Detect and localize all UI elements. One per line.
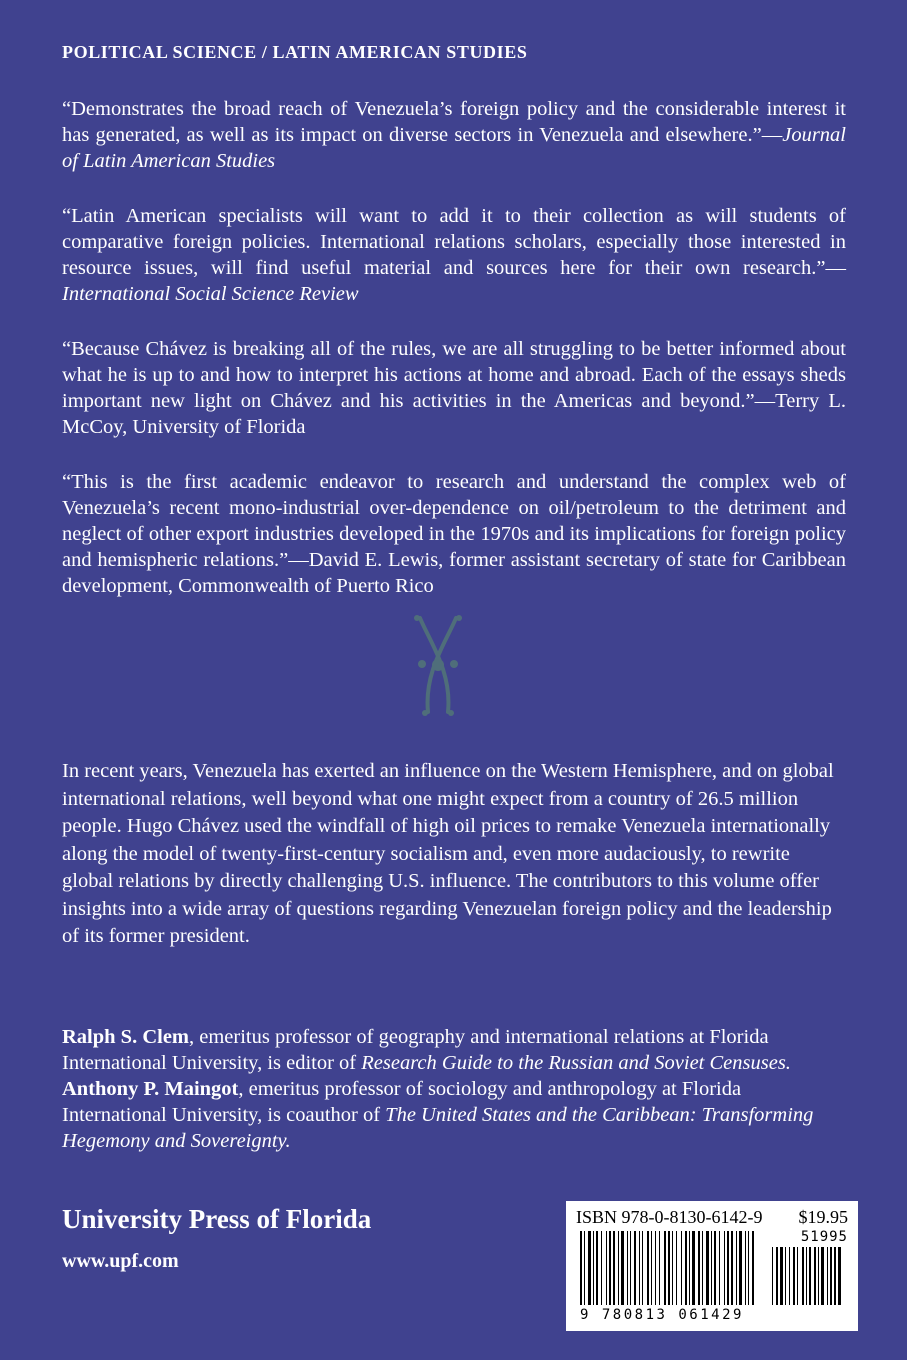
barcode-bar	[736, 1231, 737, 1305]
barcode-bar	[593, 1231, 594, 1305]
author-name: Ralph S. Clem	[62, 1026, 190, 1048]
barcode-bar	[668, 1231, 670, 1305]
barcode-bar	[676, 1231, 677, 1305]
addon-bar	[806, 1247, 807, 1305]
barcode-bar	[580, 1231, 582, 1305]
barcode-bar	[706, 1231, 709, 1305]
quote-text: “Because Chávez is breaking all of the rules, we are all struggling to be better informed about what he is up to and how to interpret his actions at home and abroad. Each of the essays sheds important new light on Chávez and his activities in the Americas and beyond.”—	[62, 338, 846, 412]
barcode-bar	[692, 1231, 695, 1305]
addon-bar	[802, 1247, 804, 1305]
author-bio-text: , emeritus professor of geography and international relations at Florida International University, is editor of	[62, 1026, 769, 1074]
barcode-bar	[745, 1231, 746, 1305]
barcode-bar	[724, 1231, 725, 1305]
barcode-bar	[618, 1231, 619, 1305]
book-description: In recent years, Venezuela has exerted an influence on the Western Hemisphere, and on global international relations, well beyond what one might expect from a country of 26.5 million people. Hugo Chávez used the windfall of high oil prices to remake Venezuela internationally along the model of twenty-first-century socialism and, even more audaciously, to rewrite global relations by directly challenging U.S. influence. The contributors to this volume offer insights into a wide array of questions regarding Venezuelan foreign policy and the leadership of its former president.	[62, 760, 834, 947]
barcode-bar	[719, 1231, 720, 1305]
barcode-bar	[698, 1231, 700, 1305]
addon-bar	[809, 1247, 811, 1305]
addon-bar	[785, 1247, 786, 1305]
review-quote	[62, 203, 846, 307]
barcode-bar	[642, 1231, 643, 1305]
author-bios	[62, 1024, 846, 1154]
barcode-bar	[630, 1231, 631, 1305]
barcode-bar	[748, 1231, 749, 1305]
barcode-bar	[609, 1231, 611, 1305]
barcode-bar	[584, 1231, 585, 1305]
quote-text: “This is the first academic endeavor to research and understand the complex web of Venezuela’s recent mono-industrial over-dependence on oil/petroleum to the detriment and neglect of other export industries developed in the 1970s and its implications for foreign policy and hemispheric relations.”—	[62, 471, 846, 571]
author-book-title: The United States and the Caribbean: Transforming Hegemony and Sovereignty.	[62, 1104, 814, 1152]
addon-bar	[772, 1247, 773, 1305]
review-quote	[62, 96, 846, 174]
barcode-bar	[702, 1231, 703, 1305]
barcode-bar	[714, 1231, 716, 1305]
addon-bar	[793, 1247, 795, 1305]
barcode-bar	[613, 1231, 615, 1305]
addon-bar	[821, 1247, 824, 1305]
price-label: $19.95	[798, 1207, 848, 1227]
publisher-name: University Press of Florida	[62, 1204, 372, 1234]
category-label: POLITICAL SCIENCE / LATIN AMERICAN STUDIES	[62, 42, 528, 62]
barcode-bar	[681, 1231, 682, 1305]
addon-bar	[818, 1247, 819, 1305]
barcode-bar	[647, 1231, 649, 1305]
author-bio-text: , emeritus professor of sociology and anthropology at Florida International University, is coauthor of	[62, 1078, 742, 1126]
barcode-bar	[606, 1231, 607, 1305]
barcode-bar	[621, 1231, 624, 1305]
barcode-bar	[651, 1231, 652, 1305]
isbn-barcode	[576, 1231, 848, 1311]
barcode-bar	[731, 1231, 733, 1305]
ornament-icon	[408, 612, 468, 718]
barcode-bar	[596, 1231, 598, 1305]
quote-source: Terry L. McCoy, University of Florida	[62, 390, 846, 438]
barcode-bar	[711, 1231, 712, 1305]
barcode-bar	[672, 1231, 673, 1305]
author-name: Anthony P. Maingot	[62, 1078, 239, 1100]
addon-bar	[834, 1247, 836, 1305]
addon-bar	[838, 1247, 841, 1305]
barcode-bar	[639, 1231, 640, 1305]
barcode-bar	[627, 1231, 628, 1305]
barcode-bar	[685, 1231, 687, 1305]
barcode-bar	[659, 1231, 660, 1305]
quote-text: “Demonstrates the broad reach of Venezuela’s foreign policy and the considerable interest it has generated, as well as its impact on diverse sectors in Venezuela and elsewhere.”—	[62, 98, 846, 146]
barcode-bar	[634, 1231, 636, 1305]
addon-bar	[814, 1247, 816, 1305]
barcode-bar	[752, 1231, 754, 1305]
quote-text: “Latin American specialists will want to add it to their collection as will students of comparative foreign policies. International relations scholars, especially those interested in resource issues, will find useful material and sources here for their own research.”—	[62, 205, 846, 279]
isbn-label: ISBN 978-0-8130-6142-9	[576, 1207, 763, 1227]
review-quote	[62, 336, 846, 440]
addon-bar	[827, 1247, 828, 1305]
price-addon-code: 51995	[800, 1229, 848, 1245]
quote-source: International Social Science Review	[62, 283, 359, 305]
barcode-number: 9 780813 061429	[580, 1307, 744, 1323]
quote-source: David E. Lewis, former assistant secretary of state for Caribbean development, Commonwealth of Puerto Rico	[62, 549, 846, 597]
addon-bar	[780, 1247, 783, 1305]
barcode-bar	[601, 1231, 602, 1305]
barcode-bar	[689, 1231, 690, 1305]
addon-bar	[830, 1247, 832, 1305]
publisher-website: www.upf.com	[62, 1250, 179, 1272]
addon-bar	[776, 1247, 778, 1305]
barcode-bar	[664, 1231, 666, 1305]
barcode-bar	[727, 1231, 729, 1305]
addon-bar	[797, 1247, 798, 1305]
review-quote	[62, 469, 846, 599]
barcode-box	[566, 1201, 858, 1331]
quote-source: Journal of Latin American Studies	[62, 124, 846, 172]
review-quotes	[62, 96, 846, 628]
barcode-bar	[739, 1231, 742, 1305]
addon-bar	[789, 1247, 790, 1305]
barcode-bar	[655, 1231, 656, 1305]
barcode-bar	[588, 1231, 591, 1305]
author-book-title: Research Guide to the Russian and Soviet Censuses.	[361, 1052, 791, 1074]
